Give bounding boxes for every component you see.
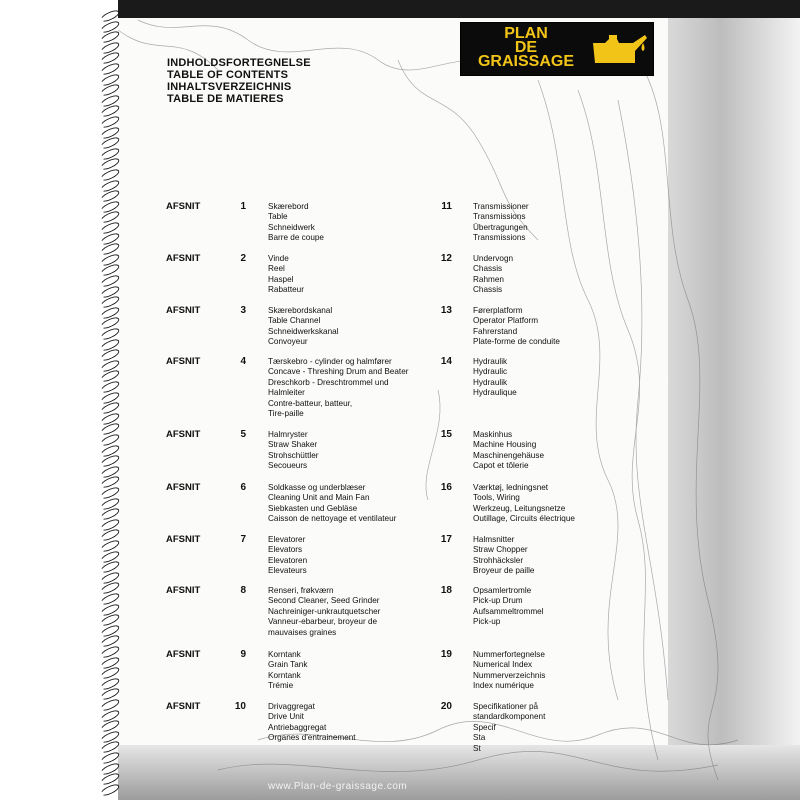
section-number: 8: [240, 585, 246, 596]
section-title-line: Haspel: [268, 274, 294, 284]
section-number: 5: [240, 429, 246, 440]
section-title-line: Siebkasten und Gebläse: [268, 503, 358, 513]
section-title-line: Maskinhus: [473, 430, 513, 439]
section-title-line: Vanneur-ebarbeur, broyeur de: [268, 617, 378, 627]
section-title-line: Chassis: [473, 285, 503, 295]
section-label: AFSNIT: [166, 253, 201, 264]
section-number: 14: [440, 356, 452, 367]
section-title-line: Convoyeur: [268, 337, 308, 347]
section-number: 18: [440, 585, 452, 596]
section-title-line: mauvaises graines: [268, 627, 337, 637]
section-title-line: Vinde: [268, 254, 289, 263]
section-title-line: Chassis: [473, 264, 503, 274]
section-title-line: Straw Chopper: [473, 545, 528, 555]
section-title-line: Hydraulik: [473, 377, 508, 387]
section-title-line: Operator Platform: [473, 316, 539, 326]
section-title-line: Transmissions: [473, 212, 526, 222]
section-title-line: Werkzeug, Leitungsnetze: [473, 503, 566, 513]
section-title-line: Rabatteur: [268, 285, 304, 295]
section-label: AFSNIT: [166, 534, 201, 545]
logo-line-2: DE: [514, 39, 538, 56]
section-title-line: Strohschüttler: [268, 450, 319, 460]
scanned-top-edge: [118, 0, 800, 18]
section-title-line: Nummerverzeichnis: [473, 670, 546, 680]
section-title-line: Drive Unit: [268, 712, 304, 722]
section-label: AFSNIT: [166, 201, 201, 212]
section-title-line: Numerical Index: [473, 660, 533, 670]
section-label: AFSNIT: [166, 701, 201, 712]
section-title-line: Korntank: [268, 650, 301, 659]
logo-line-3: GRAISSAGE: [477, 53, 574, 70]
logo-text: [467, 27, 585, 69]
section-title-line: Barre de coupe: [268, 233, 324, 243]
section-title-line: Maschinengehäuse: [473, 450, 545, 460]
section-title-line: Værktøj, ledningsnet: [473, 483, 549, 492]
section-number: 16: [440, 482, 452, 493]
section-number: 10: [234, 701, 246, 712]
section-title-line: Nummerfortegnelse: [473, 650, 545, 659]
section-number: 4: [240, 356, 246, 367]
section-number: 1: [240, 201, 246, 212]
section-label: AFSNIT: [166, 482, 201, 493]
section-title-line: Nachreiniger-unkrautquetscher: [268, 606, 381, 616]
section-title-line: Grain Tank: [268, 660, 308, 670]
section-title-line: Renseri, frøkværn: [268, 586, 334, 595]
oil-can-icon: [589, 29, 649, 71]
section-label: AFSNIT: [166, 305, 201, 316]
section-title-line: Sta: [473, 733, 486, 743]
section-title-line: Tærskebro - cylinder og halmfører: [268, 357, 392, 366]
section-title-line: Skærebord: [268, 202, 309, 211]
section-title-line: Reel: [268, 264, 285, 274]
section-number: 2: [240, 253, 246, 264]
section-title-line: Outillage, Circuits électrique: [473, 514, 575, 524]
section-title-line: Aufsammeltrommel: [473, 606, 544, 616]
section-title-line: Transmissions: [473, 233, 526, 243]
section-title-line: Hydraulik: [473, 357, 508, 366]
section-title-line: Korntank: [268, 670, 301, 680]
table-of-contents-title: [167, 57, 311, 105]
section-number: 9: [240, 649, 246, 660]
section-title-line: Antriebaggregat: [268, 722, 327, 732]
section-title-line: St: [473, 743, 481, 753]
section-title-line: Straw Shaker: [268, 440, 318, 450]
section-title-line: Halmryster: [268, 430, 308, 439]
scanned-bottom-edge: [118, 745, 800, 800]
section-title-line: Specifikationer på: [473, 702, 539, 711]
section-label: AFSNIT: [166, 429, 201, 440]
title-german: INHALTSVERZEICHNIS: [167, 81, 292, 93]
section-title-line: Machine Housing: [473, 440, 537, 450]
section-title-line: Strohhäcksler: [473, 555, 524, 565]
section-title-line: Hydraulic: [473, 367, 508, 377]
title-english: TABLE OF CONTENTS: [167, 69, 289, 81]
section-title-line: Halmsnitter: [473, 535, 515, 544]
section-title-line: Secoueurs: [268, 461, 308, 471]
section-title-line: Pick-up: [473, 617, 501, 627]
section-title-line: Skærebordskanal: [268, 306, 333, 315]
section-title-line: Organes d'entrainement: [268, 733, 356, 743]
section-number: 12: [440, 253, 452, 264]
section-title-line: Fahrerstand: [473, 326, 518, 336]
section-title-line: Soldkasse og underblæser: [268, 483, 366, 492]
section-title-line: Plate-forme de conduite: [473, 337, 560, 347]
section-title-line: Capot et tôlerie: [473, 461, 529, 471]
section-number: 3: [240, 305, 246, 316]
section-title-line: Elevatoren: [268, 555, 308, 565]
section-label: AFSNIT: [166, 356, 201, 367]
section-number: 11: [441, 201, 452, 212]
section-title-line: Table: [268, 212, 288, 222]
section-number: 6: [240, 482, 246, 493]
section-title-line: Table Channel: [268, 316, 321, 326]
section-title-line: Trémie: [268, 681, 294, 691]
section-title-line: Specif: [473, 722, 496, 732]
title-french: TABLE DE MATIERES: [167, 93, 284, 105]
section-title-line: Førerplatform: [473, 306, 523, 315]
section-title-line: Drivaggregat: [268, 702, 315, 711]
section-title-line: Contre-batteur, batteur,: [268, 398, 353, 408]
section-number: 7: [240, 534, 246, 545]
section-title-line: Übertragungen: [473, 222, 528, 232]
section-title-line: Opsamlertromle: [473, 586, 532, 595]
section-title-line: Elevators: [268, 545, 303, 555]
section-title-line: Rahmen: [473, 274, 504, 284]
section-number: 15: [440, 429, 452, 440]
section-title-line: Hydraulique: [473, 388, 517, 398]
section-title-line: Cleaning Unit and Main Fan: [268, 493, 370, 503]
section-title-line: standardkomponent: [473, 712, 546, 722]
spiral-binding: [100, 0, 120, 800]
manual-page: [118, 0, 668, 800]
section-title-line: Elevatorer: [268, 535, 306, 544]
section-title-line: Broyeur de paille: [473, 566, 535, 576]
section-title-line: Dreschkorb - Dreschtrommel und: [268, 377, 389, 387]
section-title-line: Undervogn: [473, 254, 514, 263]
footer-url: www.Plan-de-graissage.com: [268, 781, 408, 792]
section-number: 17: [440, 534, 452, 545]
section-number: 13: [440, 305, 452, 316]
plan-de-graissage-logo: [460, 22, 654, 76]
scanned-right-edge: [668, 0, 800, 800]
section-title-line: Halmleiter: [268, 388, 305, 398]
section-title-line: Schneidwerkskanal: [268, 326, 339, 336]
section-title-line: Elevateurs: [268, 566, 307, 576]
section-title-line: Tools, Wiring: [473, 493, 520, 503]
section-title-line: Schneidwerk: [268, 222, 315, 232]
section-title-line: Index numérique: [473, 681, 534, 691]
section-title-line: Pick-up Drum: [473, 596, 523, 606]
section-title-line: Caisson de nettoyage et ventilateur: [268, 514, 397, 524]
section-title-line: Tire-paille: [268, 409, 304, 418]
logo-line-1: PLAN: [504, 25, 548, 42]
section-title-line: Concave - Threshing Drum and Beater: [268, 367, 409, 377]
section-number: 20: [440, 701, 452, 712]
title-danish: INDHOLDSFORTEGNELSE: [167, 57, 311, 69]
section-label: AFSNIT: [166, 649, 201, 660]
section-title-line: Second Cleaner, Seed Grinder: [268, 596, 380, 606]
section-number: 19: [440, 649, 452, 660]
section-title-line: Transmissioner: [473, 202, 529, 211]
section-label: AFSNIT: [166, 585, 201, 596]
